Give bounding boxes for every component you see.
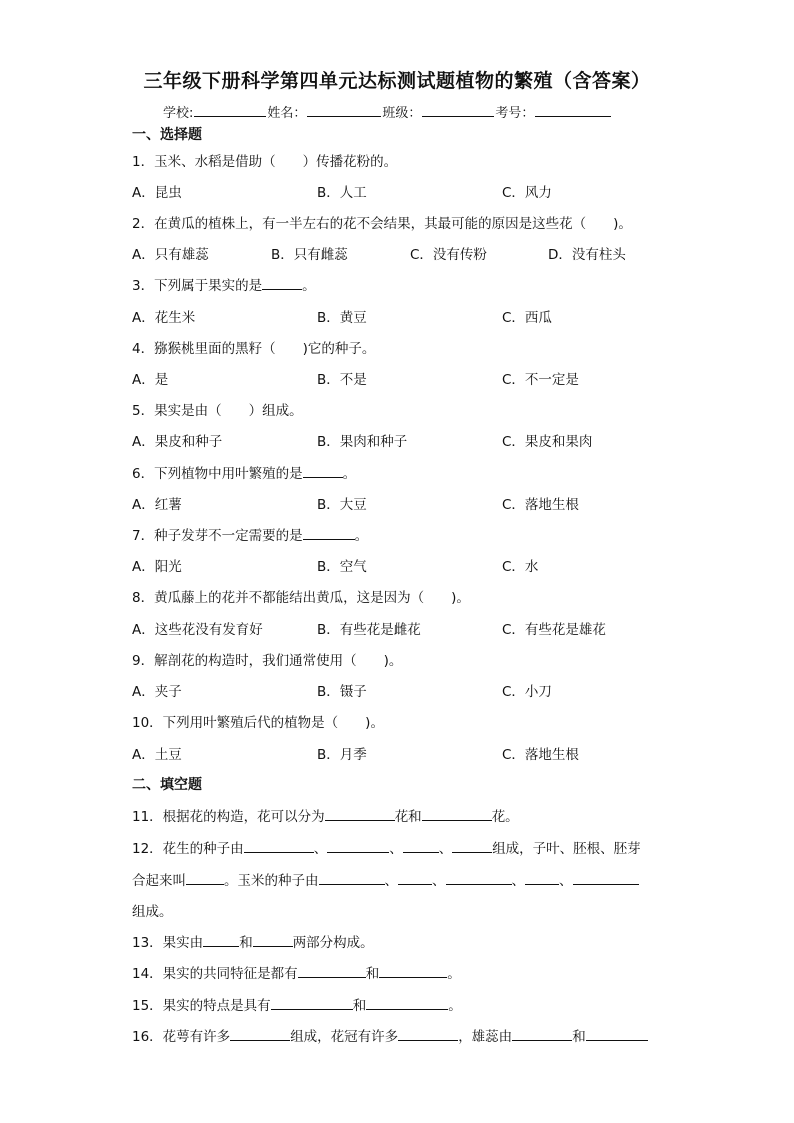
option-a[interactable]: A．只有雄蕊 (132, 247, 209, 263)
school-label: 学校: (163, 106, 194, 121)
option-a[interactable]: A．这些花没有发育好 (132, 622, 263, 638)
answer-blank[interactable] (230, 1027, 290, 1041)
option-b[interactable]: B．有些花是雌花 (317, 622, 421, 638)
option-a[interactable]: A．红薯 (132, 497, 182, 513)
q14-text-2: 和 (365, 966, 380, 982)
q15-text-3: 。 (448, 998, 462, 1014)
q13-text-2: 和 (239, 935, 253, 951)
q16-text-1: 16．花萼有许多 (132, 1029, 231, 1045)
answer-blank[interactable] (452, 839, 492, 853)
answer-blank[interactable] (303, 464, 343, 478)
question-3-end: 。 (302, 278, 316, 294)
q12-text-8: 、 (384, 873, 398, 889)
q12-text-9: 、 (432, 873, 446, 889)
question-11 (132, 805, 519, 825)
question-3-text: 3．下列属于果实的是 (132, 278, 263, 294)
q11-text-1: 11．根据花的构造，花可以分为 (132, 809, 325, 825)
option-c[interactable]: C．风力 (502, 185, 552, 201)
question-6 (132, 462, 356, 482)
answer-blank[interactable] (379, 964, 447, 978)
option-d[interactable]: D．没有柱头 (548, 247, 626, 263)
question-3 (132, 274, 316, 294)
question-6-options (132, 493, 692, 513)
answer-blank[interactable] (253, 933, 293, 947)
q12-text-6: 合起来叫 (132, 873, 186, 889)
question-10-options (132, 743, 692, 763)
question-13 (132, 931, 374, 951)
answer-blank[interactable] (244, 839, 314, 853)
question-6-text: 6．下列植物中用叶繁殖的是 (132, 466, 303, 482)
q14-text-3: 。 (447, 966, 461, 982)
q12-text-5: 组成，子叶、胚根、胚芽 (492, 841, 641, 857)
option-b[interactable]: B．月季 (317, 747, 367, 763)
answer-blank[interactable] (271, 996, 353, 1010)
student-info-line (163, 102, 612, 121)
answer-blank[interactable] (525, 871, 559, 885)
answer-blank[interactable] (298, 964, 366, 978)
q11-text-2: 花和 (394, 809, 422, 825)
q12-text-4: 、 (438, 841, 453, 857)
q13-text-1: 13．果实由 (132, 935, 204, 951)
question-4: 4．猕猴桃里面的黑籽（ )它的种子。 (132, 341, 376, 357)
question-15 (132, 994, 462, 1014)
option-c[interactable]: C．落地生根 (502, 497, 579, 513)
answer-blank[interactable] (446, 871, 512, 885)
option-c[interactable]: C．小刀 (502, 684, 552, 700)
number-blank[interactable] (535, 104, 611, 117)
option-b[interactable]: B．不是 (317, 372, 367, 388)
q12-text-11: 、 (559, 873, 573, 889)
option-c[interactable]: C．没有传粉 (410, 247, 487, 263)
school-blank[interactable] (194, 104, 266, 117)
option-a[interactable]: A．夹子 (132, 684, 182, 700)
question-3-options (132, 306, 692, 326)
answer-blank[interactable] (366, 996, 448, 1010)
option-c[interactable]: C．水 (502, 559, 539, 575)
question-12-line-2 (132, 869, 639, 889)
q16-text-2: 组成，花冠有许多 (290, 1029, 399, 1045)
question-10: 10．下列用叶繁殖后代的植物是（ )。 (132, 715, 384, 731)
option-a[interactable]: A．是 (132, 372, 169, 388)
question-16 (132, 1025, 648, 1045)
question-12-line-3: 组成。 (132, 904, 173, 920)
option-a[interactable]: A．阳光 (132, 559, 182, 575)
question-5: 5．果实是由（ ）组成。 (132, 403, 303, 419)
question-5-options (132, 430, 692, 450)
answer-blank[interactable] (422, 807, 492, 821)
question-1-options (132, 181, 692, 201)
option-b[interactable]: B．只有雌蕊 (271, 247, 348, 263)
option-b[interactable]: B．黄豆 (317, 310, 367, 326)
option-c[interactable]: C．落地生根 (502, 747, 579, 763)
answer-blank[interactable] (319, 871, 385, 885)
option-b[interactable]: B．空气 (317, 559, 367, 575)
answer-blank[interactable] (303, 526, 355, 540)
question-7 (132, 524, 368, 544)
question-9-options (132, 680, 692, 700)
name-blank[interactable] (307, 104, 381, 117)
q12-text-10: 、 (511, 873, 525, 889)
option-c[interactable]: C．西瓜 (502, 310, 552, 326)
question-9: 9．解剖花的构造时，我们通常使用（ )。 (132, 653, 403, 669)
answer-blank[interactable] (586, 1027, 648, 1041)
name-label: 姓名： (267, 106, 307, 121)
answer-blank[interactable] (262, 276, 302, 290)
question-1: 1．玉米、水稻是借助（ ）传播花粉的。 (132, 154, 398, 170)
q12-text-7: 。玉米的种子由 (224, 873, 319, 889)
option-b[interactable]: B．大豆 (317, 497, 367, 513)
option-c[interactable]: C．不一定是 (502, 372, 579, 388)
option-a[interactable]: A．土豆 (132, 747, 182, 763)
option-a[interactable]: A．花生米 (132, 310, 196, 326)
q12-text-3: 、 (389, 841, 403, 857)
question-6-end: 。 (342, 466, 357, 482)
q13-text-3: 两部分构成。 (292, 935, 374, 951)
question-7-options (132, 555, 692, 575)
question-12-line-1 (132, 837, 641, 857)
page-title: 三年级下册科学第四单元达标测试题植物的繁殖（含答案） (143, 70, 651, 92)
option-c[interactable]: C．果皮和果肉 (502, 434, 593, 450)
q15-text-1: 15．果实的特点是具有 (132, 998, 271, 1014)
question-7-text: 7．种子发芽不一定需要的是 (132, 528, 303, 544)
option-a[interactable]: A．昆虫 (132, 185, 182, 201)
section-fill-title: 二、填空题 (132, 777, 202, 793)
question-2: 2．在黄瓜的植株上，有一半左右的花不会结果，其最可能的原因是这些花（ )。 (132, 216, 632, 232)
option-a[interactable]: A．果皮和种子 (132, 434, 223, 450)
class-blank[interactable] (422, 104, 494, 117)
answer-blank[interactable] (398, 1027, 458, 1041)
answer-blank[interactable] (398, 871, 432, 885)
q15-text-2: 和 (352, 998, 367, 1014)
question-8: 8．黄瓜藤上的花并不都能结出黄瓜，这是因为（ )。 (132, 590, 470, 606)
question-7-end: 。 (354, 528, 369, 544)
answer-blank[interactable] (325, 807, 395, 821)
section-choice-title: 一、选择题 (132, 127, 202, 143)
q14-text-1: 14．果实的共同特征是都有 (132, 966, 298, 982)
question-2-options (132, 243, 692, 263)
question-14 (132, 962, 461, 982)
answer-blank[interactable] (203, 933, 239, 947)
question-8-options (132, 618, 692, 638)
q12-text-2: 、 (313, 841, 328, 857)
answer-blank[interactable] (327, 839, 389, 853)
answer-blank[interactable] (512, 1027, 572, 1041)
answer-blank[interactable] (186, 871, 224, 885)
class-label: 班级： (382, 106, 422, 121)
option-c[interactable]: C．有些花是雄花 (502, 622, 606, 638)
answer-blank[interactable] (403, 839, 439, 853)
option-b[interactable]: B．镊子 (317, 684, 367, 700)
q16-text-4: 和 (572, 1029, 586, 1045)
option-b[interactable]: B．人工 (317, 185, 367, 201)
q12-text-1: 12．花生的种子由 (132, 841, 244, 857)
answer-blank[interactable] (573, 871, 639, 885)
q16-text-3: ，雄蕊由 (458, 1029, 513, 1045)
number-label: 考号： (495, 106, 535, 121)
option-b[interactable]: B．果肉和种子 (317, 434, 408, 450)
q11-text-3: 花。 (491, 809, 519, 825)
question-4-options (132, 368, 692, 388)
